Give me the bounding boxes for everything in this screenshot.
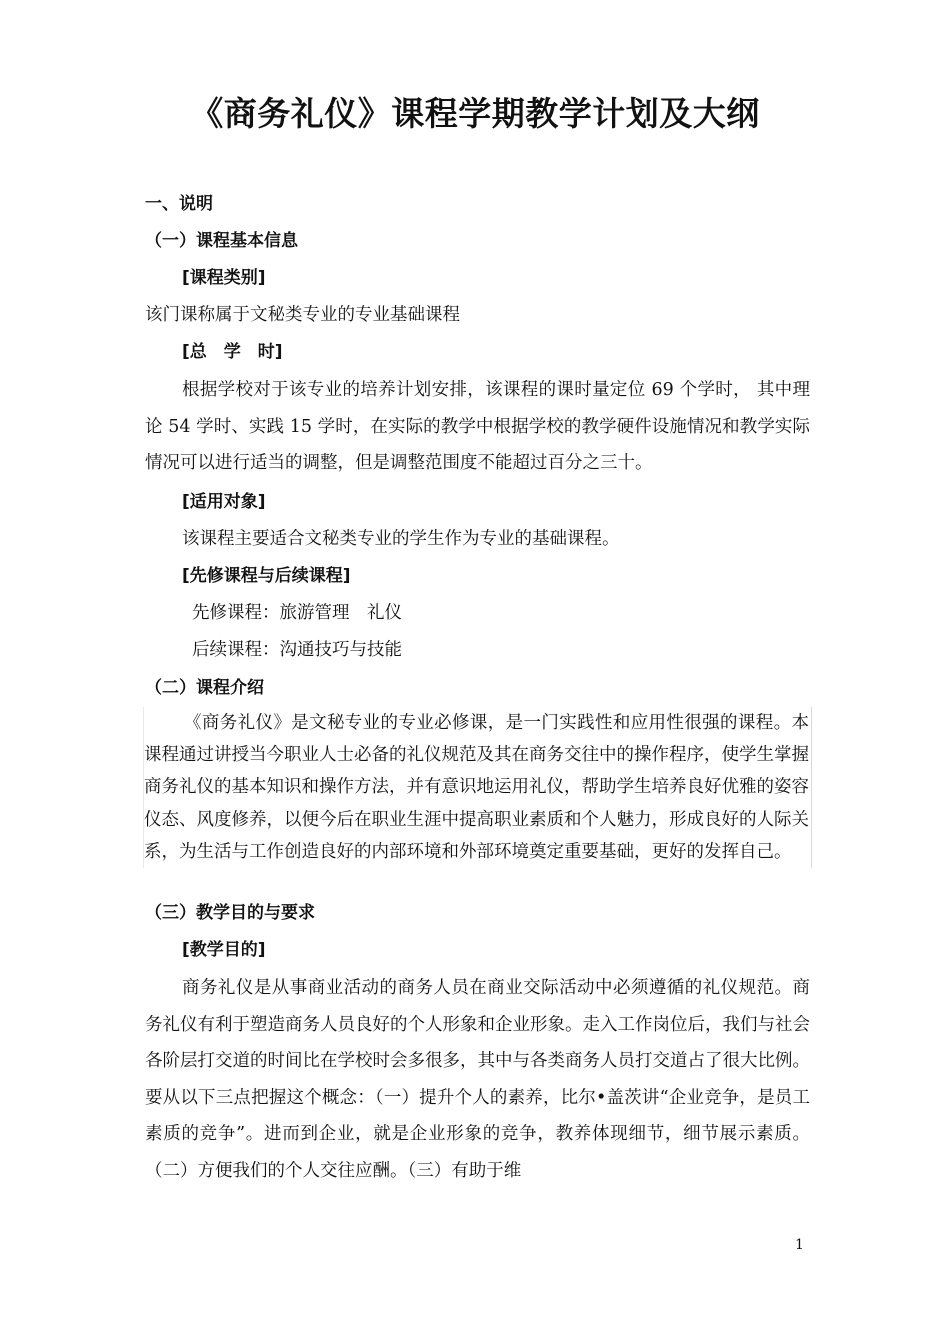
text-teaching-goal: 商务礼仪是从事商业活动的商务人员在商业交际活动中必须遵循的礼仪规范。商务礼仪有利于塑造商务人员良好的个人形象和企业形象。走入工作岗位后，我们与社会各阶层打交道的时间比在学校时会多很多，其中与各类商务人员打交道占了很大比例。要从以下三点把握这个概念：（一）提升个人的素养，比尔•盖茨讲“企业竞争，是员工素质的竞争”。进而到企业，就是企业形象的竞争，教养体现细节，细节展示素质。（二）方便我们的个人交往应酬。（三）有助于维	[145, 978, 810, 1181]
subsection-heading-goals: （三）教学目的与要求	[145, 903, 315, 923]
section-heading-explanation: 一、说明	[145, 194, 213, 214]
text-audience: 该课程主要适合文秘类专业的学生作为专业的基础课程。	[182, 529, 620, 549]
text-prerequisites: 先修课程：旅游管理 礼仪	[192, 603, 402, 623]
text-total-hours: 根据学校对于该专业的培养计划安排，该课程的课时量定位 69 个学时， 其中理论 54 学时、实践 15 学时，在实际的教学中根据学校的教学硬件设施情况和教学实际情况可以进行适当的调整，但是调整范围度不能超过百分之三十。	[145, 380, 810, 474]
page-number: 1	[795, 1237, 804, 1253]
document-title: 《商务礼仪》课程学期教学计划及大纲	[190, 94, 760, 133]
label-total-hours: [总 学 时]	[182, 342, 283, 362]
label-prerequisites: [先修课程与后续课程]	[182, 566, 351, 586]
text-followup-courses: 后续课程：沟通技巧与技能	[192, 640, 402, 660]
label-audience: [适用对象]	[182, 492, 266, 512]
subsection-heading-basic-info: （一）课程基本信息	[145, 231, 298, 251]
label-course-category: [课程类别]	[182, 268, 266, 288]
text-course-category: 该门课称属于文秘类专业的专业基础课程	[145, 305, 460, 325]
text-course-intro: 《商务礼仪》是文秘专业的专业必修课，是一门实践性和应用性很强的课程。本课程通过讲授当今职业人士必备的礼仪规范及其在商务交往中的操作程序，使学生掌握商务礼仪的基本知识和操作方法，并有意识地运用礼仪，帮助学生培养良好优雅的姿容仪态、风度修养，以便今后在职业生涯中提高职业素质和个人魅力，形成良好的人际关系，为生活与工作创造良好的内部环境和外部环境奠定重要基础，更好的发挥自己。	[143, 707, 812, 868]
subsection-heading-course-intro: （二）课程介绍	[145, 678, 264, 698]
label-teaching-goal: [教学目的]	[182, 940, 266, 960]
